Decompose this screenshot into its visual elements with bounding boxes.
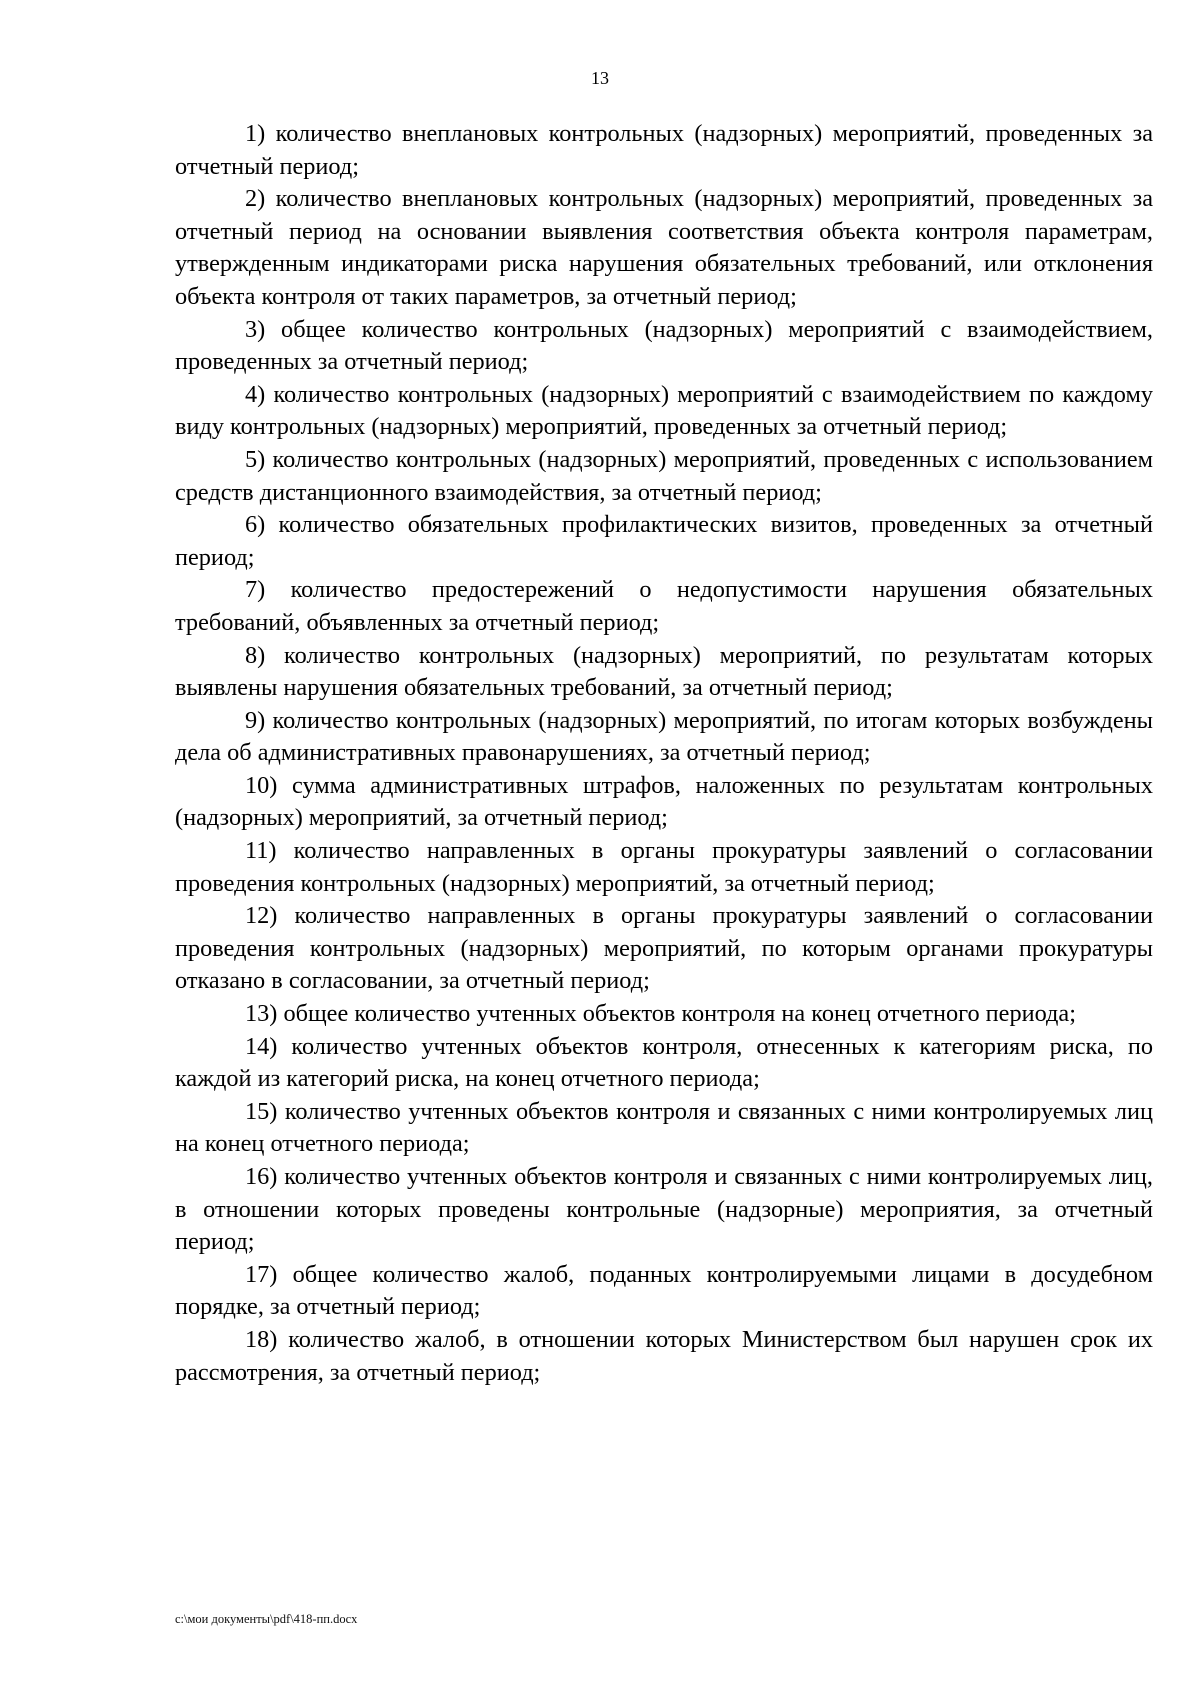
list-item: 11) количество направленных в органы прокуратуры заявлений о согласовании проведения контрольных (надзорных) мероприятий, за отчетный период; bbox=[175, 837, 1153, 897]
list-item: 6) количество обязательных профилактических визитов, проведенных за отчетный период; bbox=[175, 511, 1153, 571]
list-item: 9) количество контрольных (надзорных) мероприятий, по итогам которых возбуждены дела об административных правонарушениях, за отчетный период; bbox=[175, 706, 1153, 767]
list-item: 18) количество жалоб, в отношении которых Министерством был нарушен срок их рассмотрения, за отчетный период; bbox=[175, 1325, 1153, 1386]
list-item: 4) количество контрольных (надзорных) мероприятий с взаимодействием по каждому виду контрольных (надзорных) мероприятий, проведенных за отчетный период; bbox=[175, 380, 1153, 441]
footer-file-path: c:\мои документы\pdf\418-пп.docx bbox=[175, 1612, 358, 1626]
list-item: 7) количество предостережений о недопустимости нарушения обязательных требований, объявленных за отчетный период; bbox=[175, 576, 1153, 636]
list-item: 14) количество учтенных объектов контроля, отнесенных к категориям риска, по каждой из категорий риска, на конец отчетного периода; bbox=[175, 1032, 1153, 1093]
list-item: 5) количество контрольных (надзорных) мероприятий, проведенных с использованием средств дистанционного взаимодействия, за отчетный период; bbox=[175, 445, 1153, 506]
list-item: 2) количество внеплановых контрольных (надзорных) мероприятий, проведенных за отчетный период на основании выявления соответствия объекта контроля параметрам, утвержденным индикаторами риска нарушения обязательных требований, или отклонения объекта контроля от таких параметров, за отчетный период; bbox=[175, 185, 1153, 310]
document-body bbox=[175, 118, 1153, 1389]
list-item: 12) количество направленных в органы прокуратуры заявлений о согласовании проведения контрольных (надзорных) мероприятий, по которым органами прокуратуры отказано в согласовании, за отчетный период; bbox=[175, 902, 1153, 995]
list-item: 8) количество контрольных (надзорных) мероприятий, по результатам которых выявлены нарушения обязательных требований, за отчетный период; bbox=[175, 641, 1153, 702]
list-item: 10) сумма административных штрафов, наложенных по результатам контрольных (надзорных) мероприятий, за отчетный период; bbox=[175, 771, 1153, 832]
list-item: 16) количество учтенных объектов контроля и связанных с ними контролируемых лиц, в отношении которых проведены контрольные (надзорные) мероприятия, за отчетный период; bbox=[175, 1163, 1153, 1256]
list-item: 15) количество учтенных объектов контроля и связанных с ними контролируемых лиц на конец отчетного периода; bbox=[175, 1097, 1153, 1158]
list-item: 3) общее количество контрольных (надзорных) мероприятий с взаимодействием, проведенных за отчетный период; bbox=[175, 315, 1153, 376]
list-item: 13) общее количество учтенных объектов контроля на конец отчетного периода; bbox=[245, 1000, 1076, 1028]
list-item: 1) количество внеплановых контрольных (надзорных) мероприятий, проведенных за отчетный период; bbox=[175, 120, 1153, 180]
list-item: 17) общее количество жалоб, поданных контролируемыми лицами в досудебном порядке, за отчетный период; bbox=[175, 1260, 1153, 1321]
page-number: 13 bbox=[591, 68, 609, 88]
